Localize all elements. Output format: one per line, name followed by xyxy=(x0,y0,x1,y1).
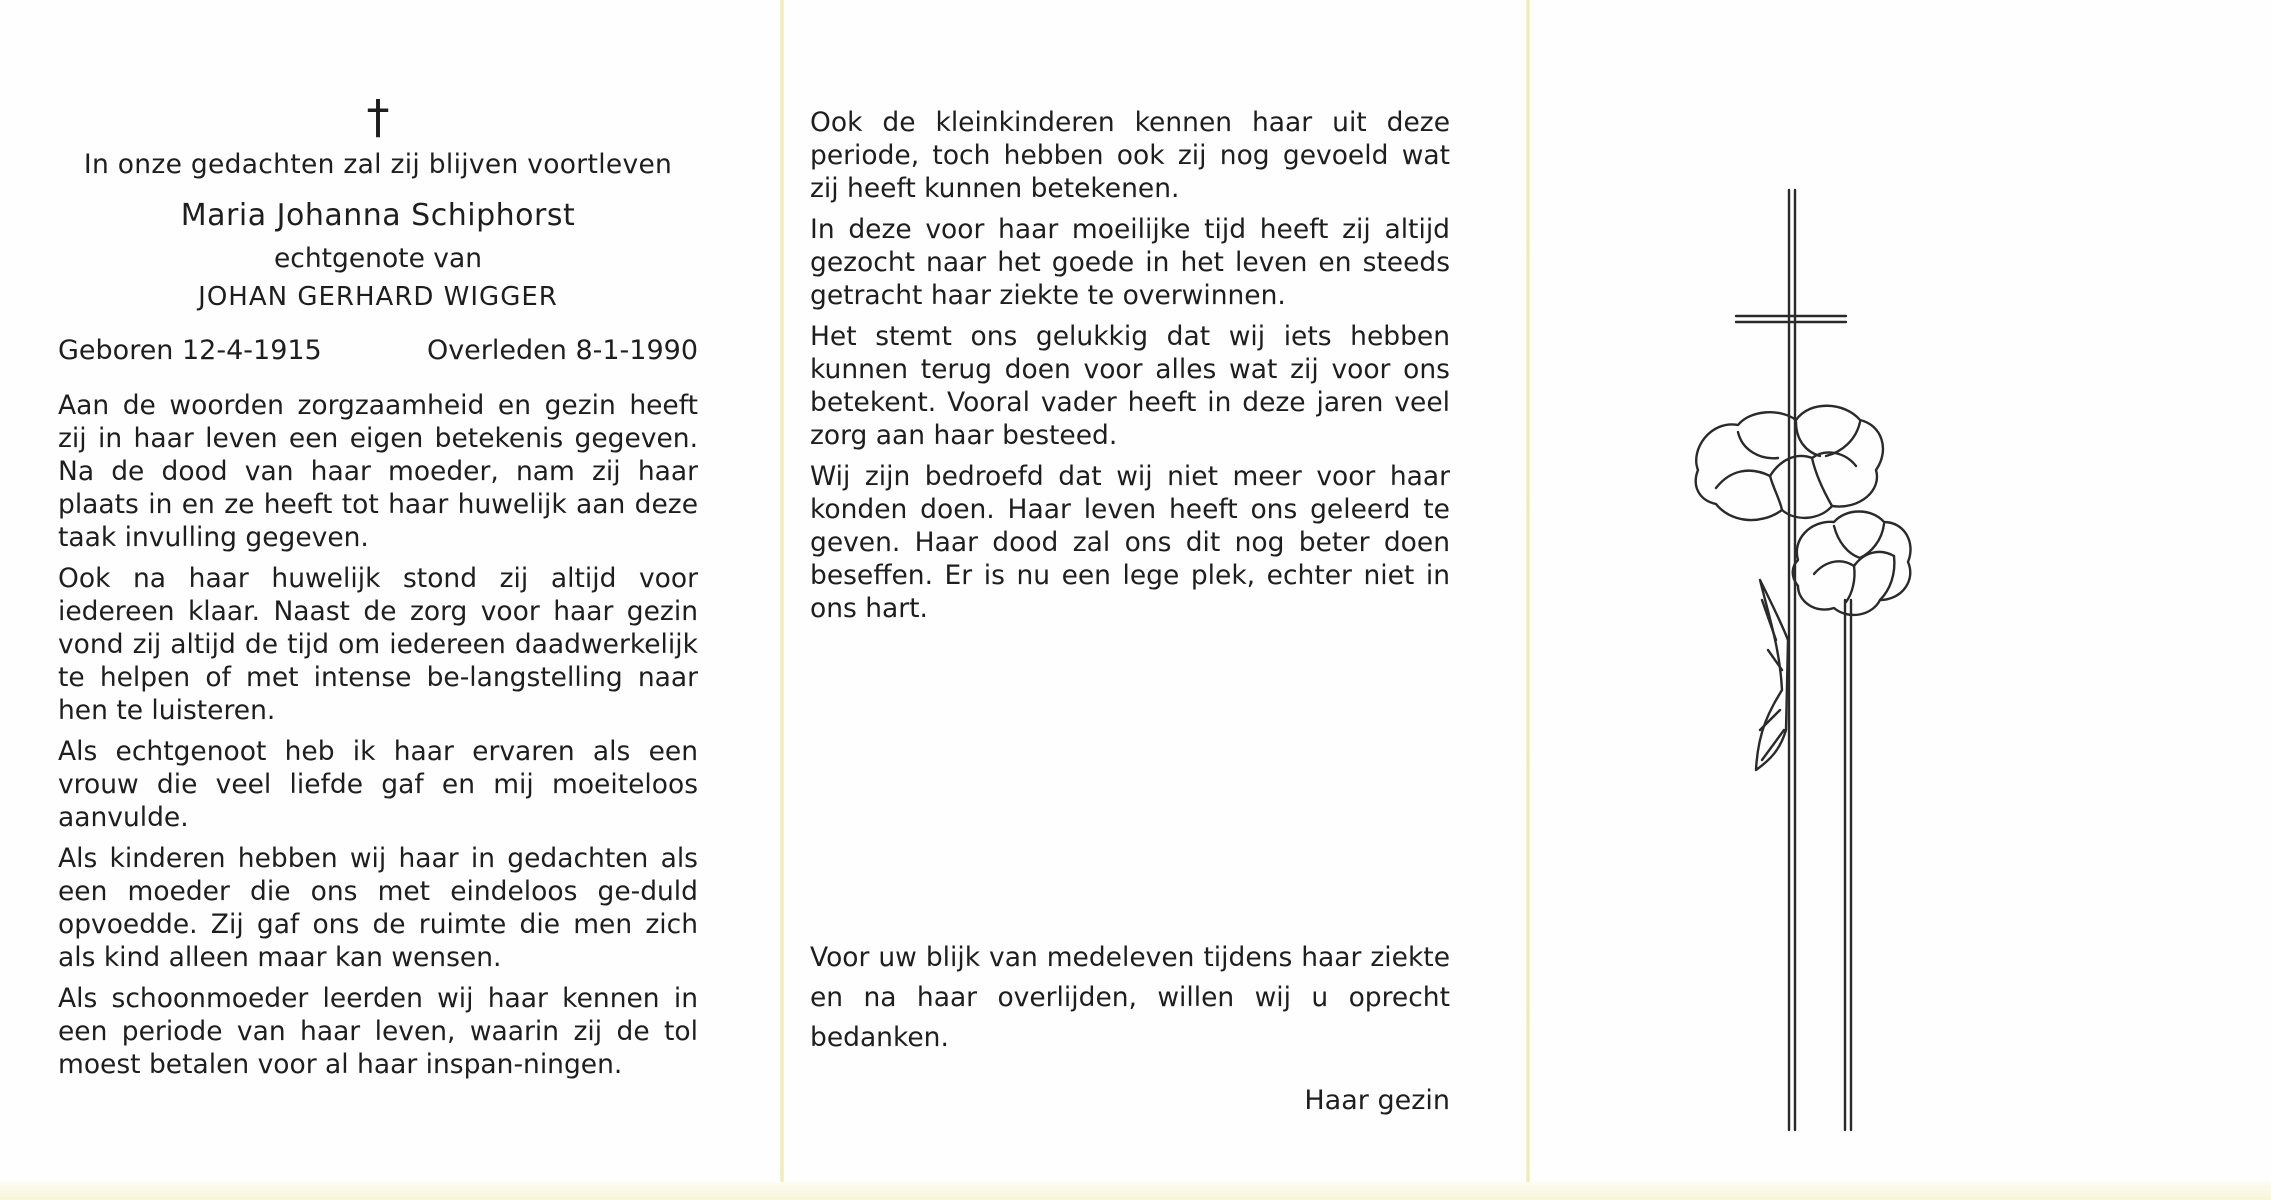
family-signature: Haar gezin xyxy=(1304,1085,1450,1116)
paragraph: Wij zijn bedroefd dat wij niet meer voor haar konden doen. Haar leven heeft ons geleerd te geven. Haar dood zal ons dit nog beter doen beseffen. Er is nu een lege plek, echter niet in ons hart. xyxy=(810,461,1450,624)
spouse-prefix: echtgenote van xyxy=(273,243,483,274)
cross-icon: † xyxy=(366,90,390,144)
paragraph: Als echtgenoot heb ik haar ervaren als een vrouw die veel liefde gaf en mij moeiteloos aanvulde. xyxy=(58,736,698,833)
paragraph: Ook na haar huwelijk stond zij altijd voor iedereen klaar. Naast de zorg voor haar gezin vond zij altijd de tijd om iedereen daadwerkelijk te helpen of met intense be-langstelling naar hen te luisteren. xyxy=(58,563,698,726)
spouse-name: JOHAN GERHARD WIGGER xyxy=(198,282,558,312)
paragraph: Als kinderen hebben wij haar in gedachten als een moeder die ons met eindeloos ge-duld opvoedde. Zij gaf ons de ruimte die men zich als kind alleen maar kan wensen. xyxy=(58,843,698,973)
left-column xyxy=(58,92,698,1089)
fold-line-left xyxy=(780,0,784,1200)
deceased-name: Maria Johanna Schiphorst xyxy=(180,198,576,233)
cross-with-poppies-icon xyxy=(1620,170,1940,1150)
thanks-text: Voor uw blijk van medeleven tijdens haar ziekte en na haar overlijden, willen wij u oprecht bedanken. xyxy=(810,942,1450,1053)
paragraph: Ook de kleinkinderen kennen haar uit deze periode, toch hebben ook zij nog gevoeld wat zij heeft kunnen betekenen. xyxy=(810,107,1450,204)
paper-bottom-edge xyxy=(0,1182,2271,1200)
middle-column xyxy=(810,106,1450,633)
paragraph: Als schoonmoeder leerden wij haar kennen in een periode van haar leven, waarin zij de tol moest betalen voor al haar inspan-ningen. xyxy=(58,983,698,1080)
death-date: Overleden 8-1-1990 xyxy=(426,335,698,366)
birth-date: Geboren 12-4-1915 xyxy=(58,335,322,366)
motto: In onze gedachten zal zij blijven voortleven xyxy=(83,149,673,180)
paragraph: Aan de woorden zorgzaamheid en gezin heeft zij in haar leven een eigen betekenis gegeven. Na de dood van haar moeder, nam zij haar plaats in en ze heeft tot haar huwelijk aan deze taak invulling gegeven. xyxy=(58,390,698,553)
paragraph: In deze voor haar moeilijke tijd heeft zij altijd gezocht naar het goede in het leven en steeds getracht haar ziekte te overwinnen. xyxy=(810,214,1450,311)
life-dates xyxy=(58,334,698,367)
fold-line-right xyxy=(1526,0,1530,1200)
paragraph: Het stemt ons gelukkig dat wij iets hebben kunnen terug doen voor alles wat zij voor ons betekent. Vooral vader heeft in deze jaren veel zorg aan haar besteed. xyxy=(810,321,1450,451)
